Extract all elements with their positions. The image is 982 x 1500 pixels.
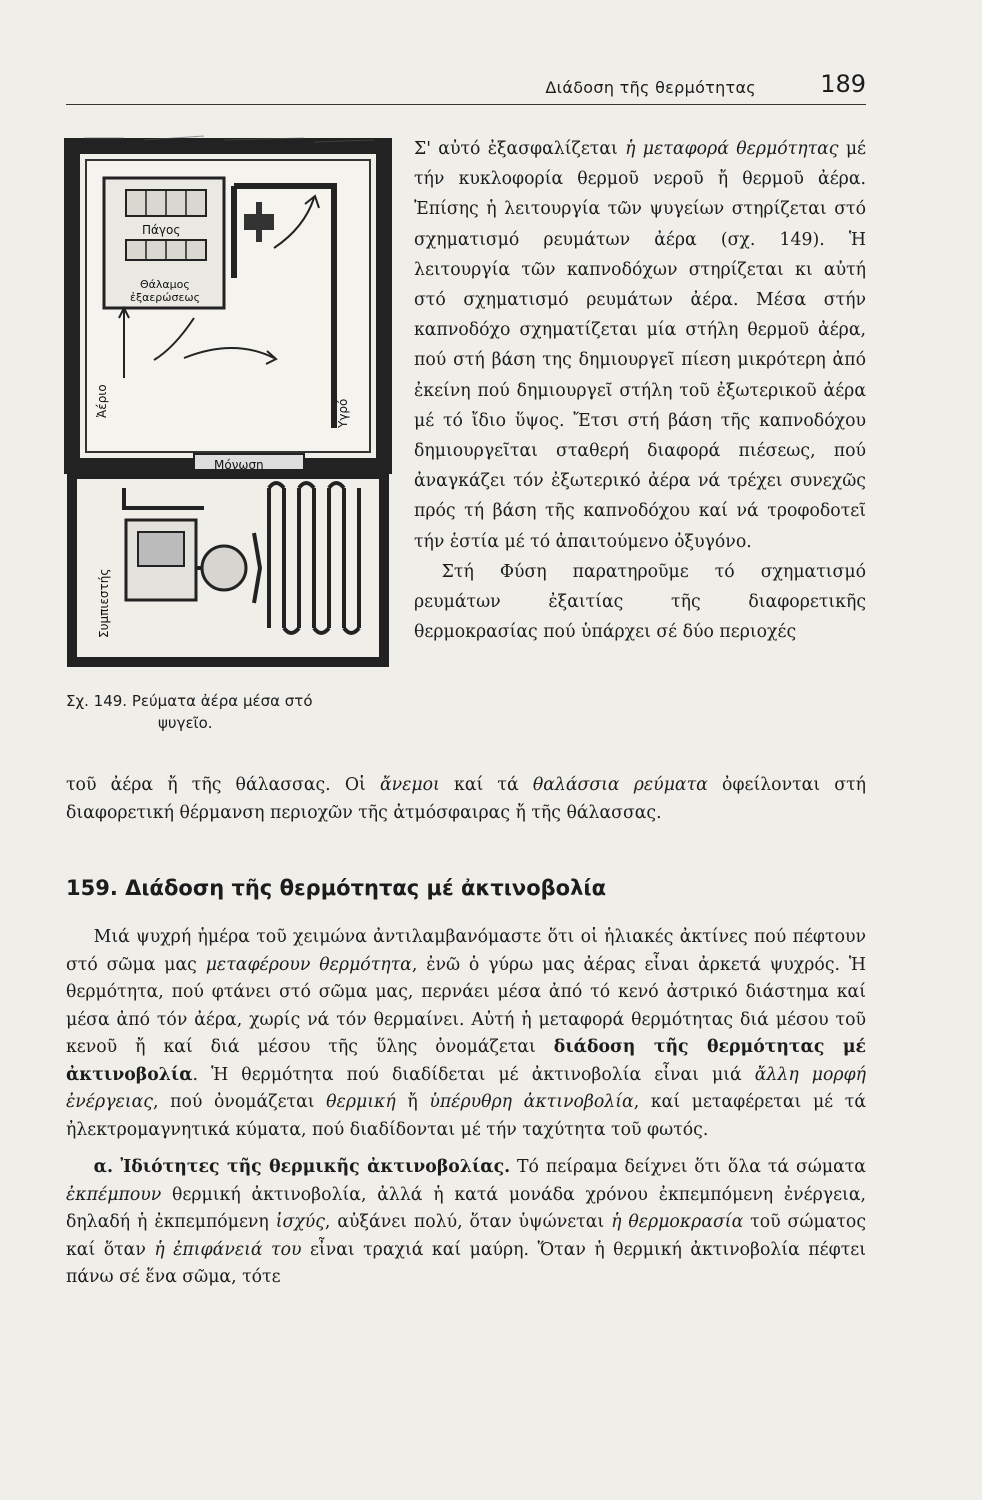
freezer-label: Θάλαμος: [140, 278, 190, 291]
text-run: , πού ὀνομάζεται: [152, 1092, 327, 1112]
header-rule: [66, 104, 866, 105]
fan: [254, 533, 260, 603]
emphasis: θαλάσσια ρεύματα: [532, 775, 708, 795]
section-heading: 159. Διάδοση τῆς θερμότητας μέ ἀκτινοβολία: [66, 876, 607, 900]
text-run: Τό πείραμα δείχνει ὅτι ὅλα τά σώματα: [510, 1157, 866, 1177]
subheading: α. Ἰδιότητες τῆς θερμικῆς ἀκτινοβολίας.: [93, 1157, 511, 1177]
text-run: , καί μεταφέρεται μέ τά ἠλεκτρομαγνητικά κύματα, πού διαδίδονται μέ τήν ταχύτητα τοῦ φωτός.: [66, 1092, 866, 1140]
compressor-label: Συμπιεστής: [97, 568, 111, 638]
air-label: Ἀέριο: [95, 384, 109, 418]
text-run: καί τά: [439, 775, 533, 795]
emphasis: ὑπέρυθρη ἀκτινοβολία: [429, 1092, 634, 1112]
section-paragraph-2: [66, 1154, 866, 1292]
paragraph-continuation: [66, 772, 866, 827]
text-run: ὀφείλονται στή διαφορετική θέρμανση περιοχῶν τῆς ἀτμόσφαιρας ἤ τῆς θάλασσας.: [66, 775, 866, 823]
emphasis: ἐκπέμπουν: [66, 1184, 162, 1205]
caption-line-1: Σχ. 149. Ρεύματα ἀέρα μέσα στό: [66, 692, 313, 710]
ice-label: Πάγος: [142, 223, 181, 237]
continuation-text: [66, 772, 866, 827]
figure-caption: [66, 690, 366, 734]
text-run: Μιά ψυχρή ἡμέρα τοῦ χειμώνα ἀντιλαμβανόμαστε ὅτι οἱ ἡλιακές ἀκτίνες πού πέφτουν στό σῶμα μας: [66, 927, 866, 975]
right-column-text: [414, 134, 866, 647]
insulation-label: Μόνωση: [214, 458, 264, 472]
text-run: μέ τήν κυκλοφορία θερμοῦ νεροῦ ἤ θερμοῦ ἀέρα. Ἐπίσης ἡ λειτουργία τῶν ψυγείων στηρίζεται στό σχηματισμό ρευμάτων ἀέρα (σχ. 149). Ἡ λειτουργία τῶν καπνοδόχων στηρίζεται κι αὐτή στό σχηματισμό ρευμάτων ἀέρα. Μέσα στήν καπνοδόχο σχηματίζεται μία στήλη θερμοῦ ἀέρα, πού στή βάση της δημιουργεῖ πίεση μικρότερη ἀπό ἐκείνη πού δημιουργεῖ στήλη τοῦ ἐξωτερικοῦ ἀέρα μέ τό ἴδιο ὕψος. Ἔτσι στή βάση τῆς καπνοδόχου δημιουργεῖται σταθερή διαφορά πιέσεως, πού ἀναγκάζει τόν ἐξωτερικό ἀέρα νά τρέχει συνεχῶς πρός τή βάση τῆς καπνοδόχου καί νά τροφοδοτεῖ τήν ἑστία μέ τό ἀπαιτούμενο ὀξυγόνο.: [414, 139, 866, 552]
page-header: [66, 70, 866, 104]
running-title: Διάδοση τῆς θερμότητας: [545, 78, 756, 97]
caption-line-2: ψυγεῖο.: [158, 714, 213, 732]
bold-term: διάδοση τῆς θερμότητας μέ ἀκτινοβολία: [66, 1037, 866, 1085]
section-paragraph-1: [66, 924, 866, 1144]
paragraph-1: [414, 134, 866, 557]
emphasis: ἰσχύς: [275, 1212, 325, 1232]
text-run: εἶναι τραχιά καί μαύρη. Ὅταν ἡ θερμική ἀκτινοβολία πέφτει πάνω σέ ἕνα σῶμα, τότε: [66, 1239, 867, 1287]
motor: [202, 546, 246, 590]
page-number: 189: [820, 70, 866, 98]
text-run: . Ἡ θερμότητα πού διαδίδεται μέ ἀκτινοβολία εἶναι μιά: [192, 1064, 755, 1085]
freezer-label-2: ἐξαερώσεως: [130, 291, 201, 304]
text-run: θερμική ἀκτινοβολία, ἀλλά ἡ κατά μονάδα χρόνου ἐκπεμπόμενη ἐνέργεια, δηλαδή ἡ ἐκπεμπόμενη: [66, 1184, 866, 1232]
liquid-label: Υγρό: [336, 398, 350, 428]
refrigerator-diagram: [64, 128, 394, 668]
text-run: , ἐνῶ ὁ γύρω μας ἀέρας εἶναι ἀρκετά ψυχρός. Ἡ θερμότητα, πού φτάνει στό σῶμα μας, περνάει μέσα ἀπό τό κενό ἀστρικό διάστημα καί μέσα ἀπό τόν ἀέρα, χωρίς νά τόν θερμαίνει. Αὐτή ἡ μεταφορά θερμότητας διά μέσου τοῦ κενοῦ ἤ καί διά μέσου τῆς ὕλης ὀνομάζεται: [66, 954, 867, 1057]
text-run: τοῦ σώματος καί ὅταν: [66, 1212, 866, 1260]
refrigerator-figure: [64, 128, 394, 668]
text-run: τοῦ ἀέρα ἤ τῆς θάλασσας. Οἱ: [66, 775, 380, 795]
emphasis: ἡ μεταφορά θερμότητας: [625, 139, 839, 159]
text-run: ἤ: [395, 1092, 430, 1112]
condenser-coils: [269, 488, 359, 628]
emphasis: μεταφέρουν θερμότητα: [205, 954, 412, 975]
emphasis: ἡ ἐπιφάνειά του: [154, 1239, 302, 1260]
emphasis: ἄνεμοι: [379, 775, 440, 795]
emphasis: ἄλλη μορφή ἐνέργειας: [66, 1064, 867, 1112]
text-run: Σ' αὐτό ἐξασφαλίζεται: [414, 139, 626, 159]
emphasis: ἡ θερμοκρασία: [611, 1212, 744, 1232]
paragraph-2: Στή Φύση παρατηροῦμε τό σχηματισμό ρευμάτων ἐξαιτίας τῆς διαφορετικῆς θερμοκρασίας πού ὑπάρχει σέ δύο περιοχές: [414, 561, 866, 643]
text-run: , αὐξάνει πολύ, ὅταν ὑψώνεται: [324, 1212, 612, 1232]
emphasis: θερμική: [326, 1092, 396, 1112]
section-body: [66, 924, 866, 1292]
